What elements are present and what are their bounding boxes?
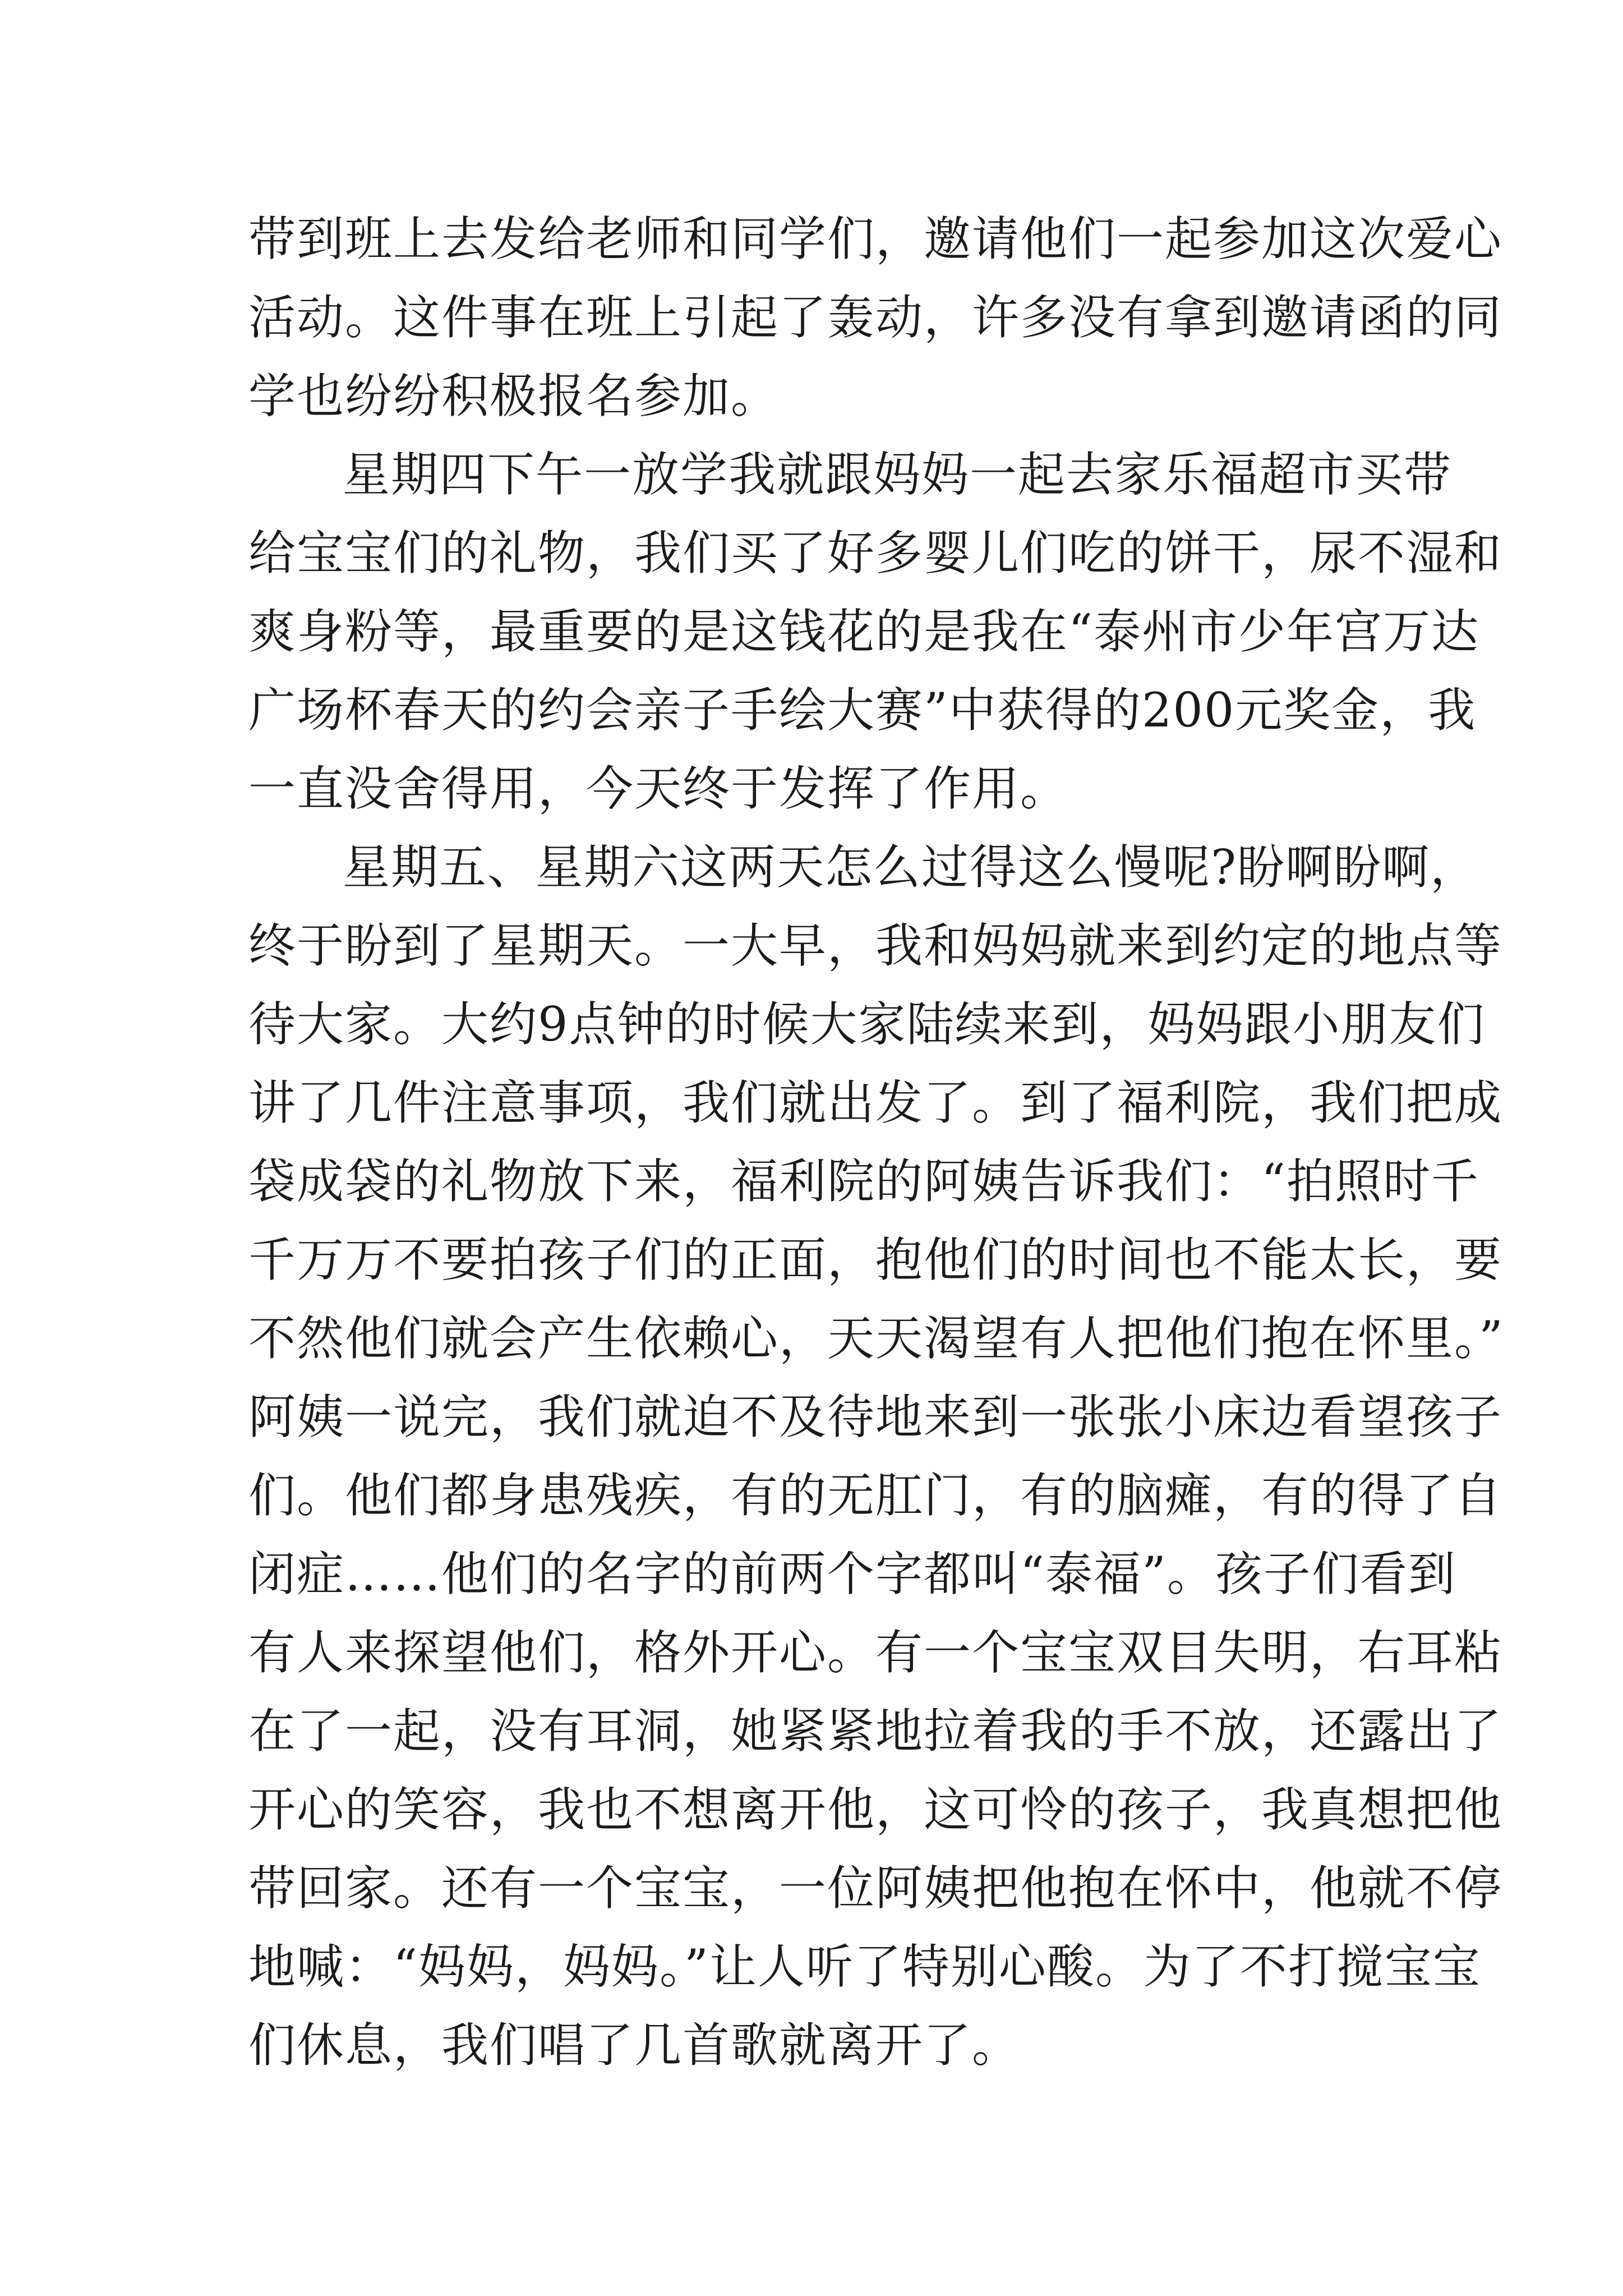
- text-line: 带回家。还有一个宝宝，一位阿姨把他抱在怀中，他就不停: [248, 1861, 1503, 1916]
- text-line: 袋成袋的礼物放下来，福利院的阿姨告诉我们：“拍照时千: [248, 1154, 1479, 1209]
- text-line: 地喊：“妈妈，妈妈。”让人听了特别心酸。为了不打搅宝宝: [248, 1939, 1481, 1994]
- text-line: 活动。这件事在班上引起了轰动，许多没有拿到邀请函的同: [248, 290, 1503, 345]
- text-line: 闭症……他们的名字的前两个字都叫“泰福”。孩子们看到: [248, 1547, 1456, 1602]
- text-line: 给宝宝们的礼物，我们买了好多婴儿们吃的饼干，尿不湿和: [248, 526, 1503, 581]
- text-line: 一直没舍得用，今天终于发挥了作用。: [248, 761, 1069, 816]
- text-line: 讲了几件注意事项，我们就出发了。到了福利院，我们把成: [248, 1075, 1503, 1130]
- text-line: 广场杯春天的约会亲子手绘大赛”中获得的200元奖金，我: [248, 683, 1477, 738]
- text-line: 们休息，我们唱了几首歌就离开了。: [248, 2018, 1021, 2073]
- text-line: 带到班上去发给老师和同学们，邀请他们一起参加这次爱心: [248, 211, 1503, 266]
- paragraph-2: [248, 435, 1503, 828]
- text-line: 星期五、星期六这两天怎么过得这么慢呢?盼啊盼啊，: [343, 840, 1479, 895]
- text-line: 们。他们都身患残疾，有的无肛门，有的脑瘫，有的得了自: [248, 1468, 1503, 1523]
- text-line: 阿姨一说完，我们就迫不及待地来到一张张小床边看望孩子: [248, 1389, 1503, 1444]
- body-text: [248, 200, 1504, 2085]
- text-line: 待大家。大约9点钟的时候大家陆续来到，妈妈跟小朋友们: [248, 997, 1486, 1052]
- text-line: 有人来探望他们，格外开心。有一个宝宝双目失明，右耳粘: [248, 1625, 1503, 1680]
- text-line: 不然他们就会产生依赖心，天天渴望有人把他们抱在怀里。”: [248, 1311, 1504, 1366]
- paragraph-3: [248, 828, 1504, 2085]
- text-line: 学也纷纷积极报名参加。: [248, 369, 780, 424]
- text-line: 爽身粉等，最重要的是这钱花的是我在“泰州市少年宫万达: [248, 604, 1479, 659]
- text-line: 开心的笑容，我也不想离开他，这可怜的孩子，我真想把他: [248, 1782, 1503, 1837]
- text-line: 星期四下午一放学我就跟妈妈一起去家乐福超市买带: [343, 447, 1453, 502]
- text-line: 千万万不要拍孩子们的正面，抱他们的时间也不能太长，要: [248, 1232, 1503, 1287]
- paragraph-1: [248, 200, 1503, 435]
- text-line: 终于盼到了星期天。一大早，我和妈妈就来到约定的地点等: [248, 918, 1503, 973]
- text-line: 在了一起，没有耳洞，她紧紧地拉着我的手不放，还露出了: [248, 1704, 1503, 1759]
